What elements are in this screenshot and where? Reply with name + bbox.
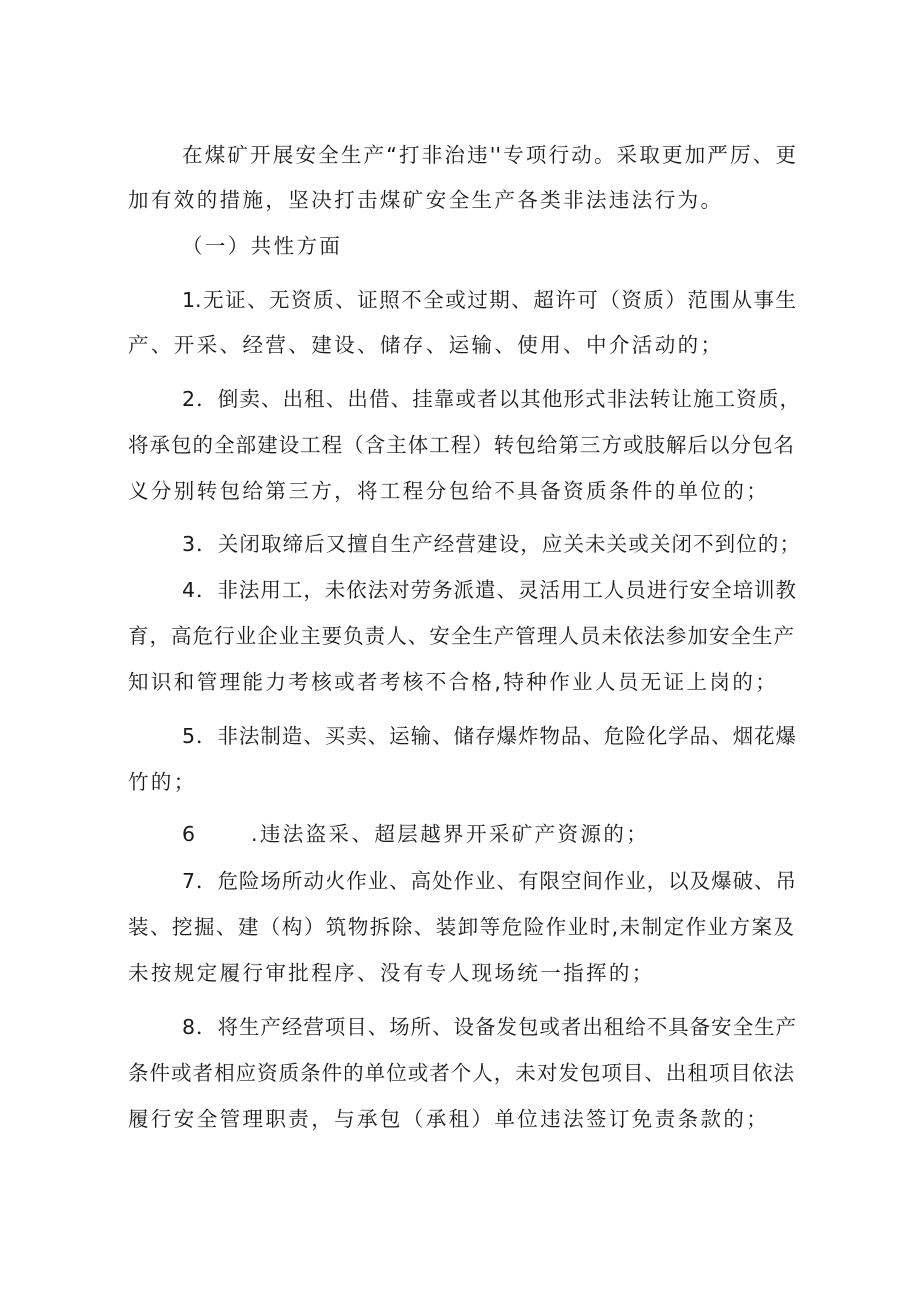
item-7-line-3: 未按规定履行审批程序、没有专人现场统一指挥的；: [128, 961, 655, 985]
item-7-line-2: 装、挖掘、建（构）筑物拆除、装卸等危险作业时,未制定作业方案及: [128, 915, 794, 939]
intro-line-1: 在煤矿开展安全生产“打非治违''专项行动。采取更加严厉、更: [182, 143, 796, 167]
item-4-line-3: 知识和管理能力考核或者考核不合格,特种作业人员无证上岗的；: [128, 670, 779, 694]
intro-line-2: 加有效的措施，坚决打击煤矿安全生产各类非法违法行为。: [128, 188, 724, 212]
item-3-line-1: 3．关闭取缔后又擅自生产经营建设，应关未关或关闭不到位的；: [182, 532, 800, 556]
section-heading: （一）共性方面: [182, 234, 343, 258]
item-2-line-1: 2．倒卖、出租、出借、挂靠或者以其他形式非法转让施工资质，: [182, 387, 800, 411]
item-4-line-1: 4．非法用工，未依法对劳务派遣、灵活用工人员进行安全培训教: [182, 578, 796, 602]
item-1-line-2: 产、开采、经营、建设、储存、运输、使用、中介活动的；: [128, 333, 724, 357]
item-2-line-3: 义分别转包给第三方，将工程分包给不具备资质条件的单位的；: [128, 479, 770, 503]
item-5-line-2: 竹的；: [128, 770, 197, 794]
item-2-line-2: 将承包的全部建设工程（含主体工程）转包给第三方或肢解后以分包名: [128, 433, 794, 457]
item-8-line-2: 条件或者相应资质条件的单位或者个人，未对发包项目、出租项目依法: [128, 1061, 794, 1085]
item-6-line-1: 6 .违法盗采、超层越界开采矿产资源的；: [182, 822, 650, 846]
item-1-line-1: 1.无证、无资质、证照不全或过期、超许可（资质）范围从事生: [182, 288, 796, 312]
item-4-line-2: 育，高危行业企业主要负责人、安全生产管理人员未依法参加安全生产: [128, 624, 794, 648]
item-7-line-1: 7．危险场所动火作业、高处作业、有限空间作业，以及爆破、吊: [182, 869, 796, 893]
item-8-line-1: 8．将生产经营项目、场所、设备发包或者出租给不具备安全生产: [182, 1015, 796, 1039]
item-8-line-3: 履行安全管理职责，与承包（承租）单位违法签订免责条款的；: [128, 1107, 770, 1131]
item-5-line-1: 5．非法制造、买卖、运输、储存爆炸物品、危险化学品、烟花爆: [182, 724, 796, 748]
